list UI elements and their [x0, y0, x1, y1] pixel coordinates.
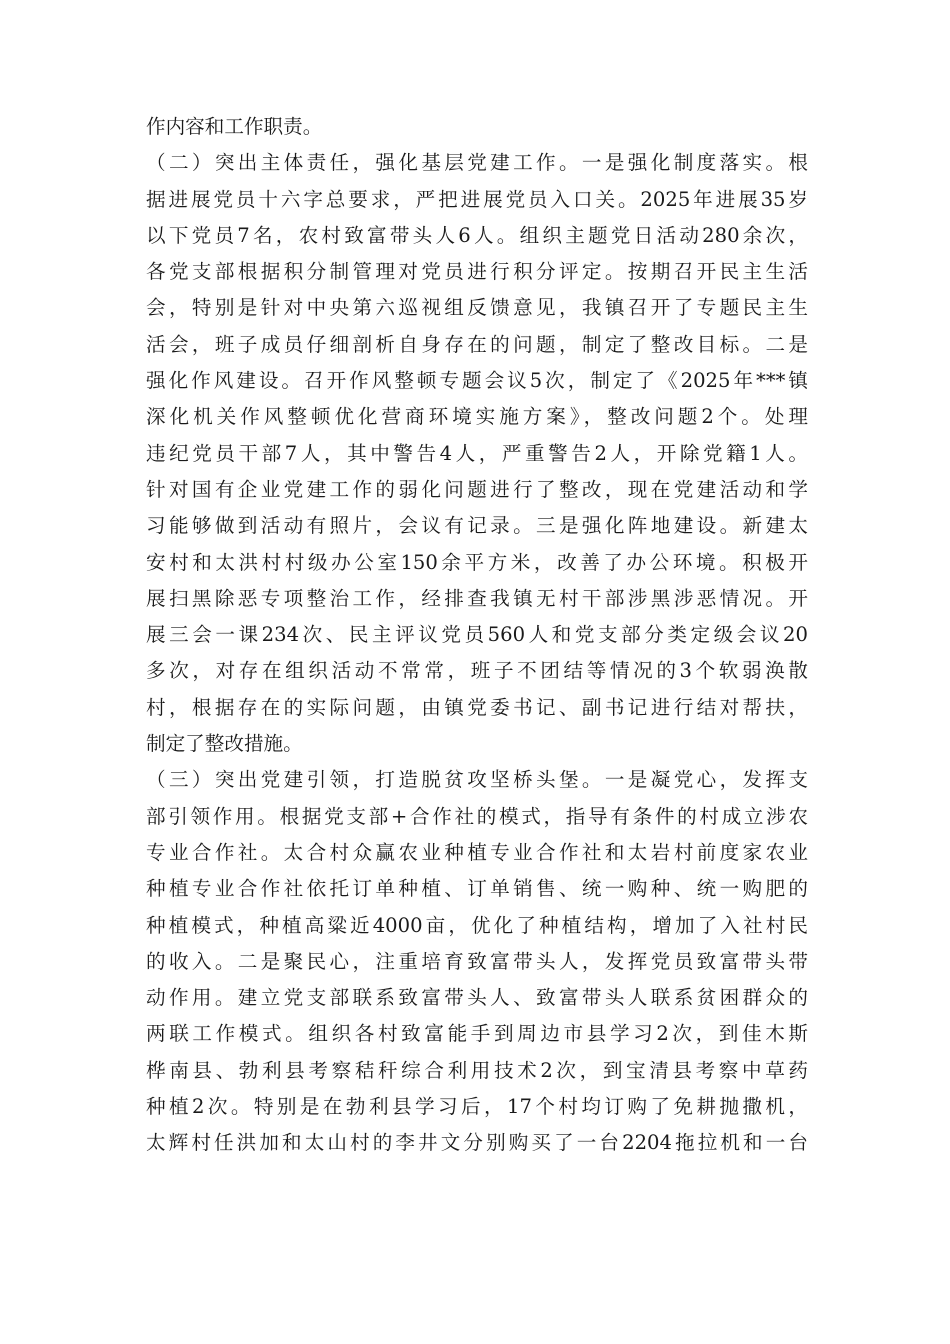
text-line: 多次，对存在组织活动不常常，班子不团结等情况的3个软弱涣散 — [146, 659, 808, 683]
text-line: 活会，班子成员仔细剖析自身存在的问题，制定了整改目标。二是 — [146, 332, 808, 356]
text-line: （三）突出党建引领，打造脱贫攻坚桥头堡。一是凝党心，发挥支 — [146, 768, 808, 792]
text-line: 桦南县、勃利县考察秸秆综合利用技术2次，到宝清县考察中草药 — [146, 1058, 808, 1082]
text-line: 各党支部根据积分制管理对党员进行积分评定。按期召开民主生活 — [146, 260, 808, 284]
text-line: 制定了整改措施。 — [146, 732, 303, 756]
text-line: 动作用。建立党支部联系致富带头人、致富带头人联系贫困群众的 — [146, 986, 808, 1010]
text-line: 展三会一课234次、民主评议党员560人和党支部分类定级会议20 — [146, 623, 808, 647]
text-line: 会，特别是针对中央第六巡视组反馈意见，我镇召开了专题民主生 — [146, 296, 808, 320]
text-line: 种植专业合作社依托订单种植、订单销售、统一购种、统一购肥的 — [146, 877, 808, 901]
text-line: 以下党员7名，农村致富带头人6人。组织主题党日活动280余次， — [146, 223, 808, 247]
text-line: 违纪党员干部7人，其中警告4人，严重警告2人，开除党籍1人。 — [146, 441, 808, 465]
text-line: 习能够做到活动有照片，会议有记录。三是强化阵地建设。新建太 — [146, 514, 808, 538]
text-line: 两联工作模式。组织各村致富能手到周边市县学习2次，到佳木斯 — [146, 1022, 808, 1046]
text-line: 村，根据存在的实际问题，由镇党委书记、副书记进行结对帮扶， — [146, 695, 808, 719]
text-line: 太辉村任洪加和太山村的李井文分别购买了一台2204拖拉机和一台 — [146, 1131, 808, 1155]
text-line: 安村和太洪村村级办公室150余平方米，改善了办公环境。积极开 — [146, 550, 808, 574]
text-line: 针对国有企业党建工作的弱化问题进行了整改，现在党建活动和学 — [146, 477, 808, 501]
text-line: 作内容和工作职责。 — [146, 115, 323, 138]
text-line: 据进展党员十六字总要求，严把进展党员入口关。2025年进展35岁 — [146, 187, 808, 211]
text-line: 展扫黑除恶专项整治工作，经排查我镇无村干部涉黑涉恶情况。开 — [146, 586, 808, 610]
text-line: 强化作风建设。召开作风整顿专题会议5次，制定了《2025年***镇 — [146, 369, 808, 393]
text-line: 部引领作用。根据党支部+合作社的模式，指导有条件的村成立涉农 — [146, 804, 808, 828]
text-line: 的收入。二是聚民心，注重培育致富带头人，发挥党员致富带头带 — [146, 949, 808, 973]
text-line: （二）突出主体责任，强化基层党建工作。一是强化制度落实。根 — [146, 151, 808, 175]
text-line: 深化机关作风整顿优化营商环境实施方案》，整改问题2个。处理 — [146, 405, 808, 429]
text-line: 种植模式，种植高粱近4000亩，优化了种植结构，增加了入社村民 — [146, 913, 808, 937]
text-line: 专业合作社。太合村众赢农业种植专业合作社和太岩村前度家农业 — [146, 840, 808, 864]
document-body — [146, 109, 808, 1162]
text-line: 种植2次。特别是在勃利县学习后，17个村均订购了免耕抛撒机， — [146, 1095, 808, 1119]
